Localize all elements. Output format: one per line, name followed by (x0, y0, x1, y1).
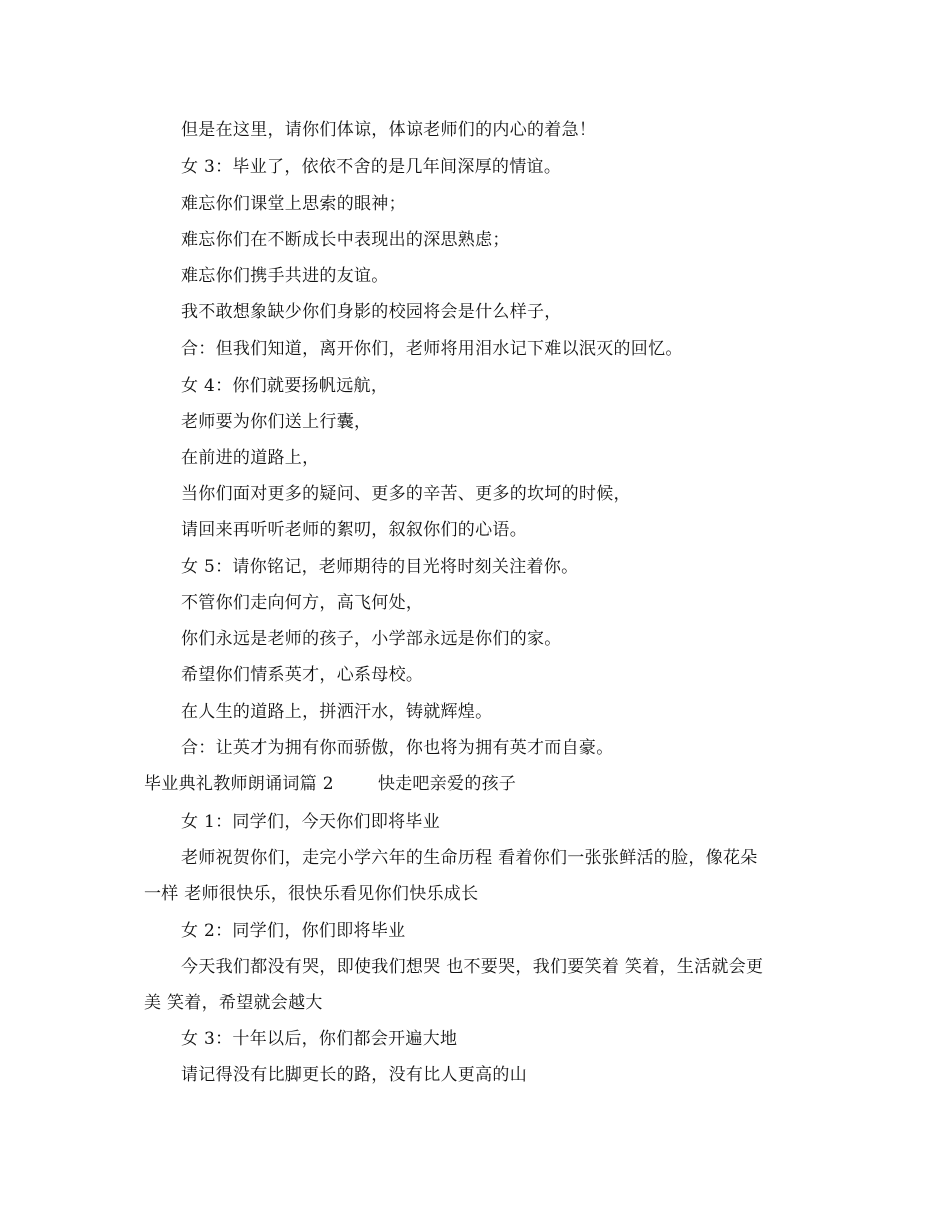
text-line: 难忘你们携手共进的友谊。 (181, 266, 389, 286)
text-line: 一样 老师很快乐，很快乐看见你们快乐成长 (144, 884, 479, 904)
text-line: 在人生的道路上，拼洒汗水，铸就辉煌。 (181, 702, 493, 722)
text-line: 女 3：毕业了，依依不舍的是几年间深厚的情谊。 (181, 157, 562, 177)
text-line: 女 4：你们就要扬帆远航， (181, 376, 389, 396)
text-line: 女 3：十年以后，你们都会开遍大地 (181, 1029, 458, 1049)
text-line: 老师要为你们送上行囊， (181, 412, 372, 432)
text-line: 合：但我们知道，离开你们，老师将用泪水记下难以泯灭的回忆。 (181, 339, 683, 359)
text-line: 美 笑着，希望就会越大 (144, 993, 323, 1013)
text-line: 女 2：同学们，你们即将毕业 (181, 921, 406, 941)
text-line: 在前进的道路上， (181, 448, 320, 468)
text-line: 希望你们情系英才，心系母校。 (181, 665, 424, 685)
text-line: 但是在这里，请你们体谅，体谅老师们的内心的着急！ (181, 120, 597, 140)
section-title: 毕业典礼教师朗诵词篇 2 (144, 774, 334, 794)
text-line: 你们永远是老师的孩子，小学部永远是你们的家。 (181, 629, 562, 649)
text-line: 不管你们走向何方，高飞何处， (181, 593, 424, 613)
section-heading (144, 772, 516, 796)
section-subtitle: 快走吧亲爱的孩子 (377, 774, 517, 794)
text-line: 当你们面对更多的疑问、更多的辛苦、更多的坎坷的时候， (181, 484, 631, 504)
text-line: 女 1：同学们，今天你们即将毕业 (181, 812, 441, 832)
text-line: 合：让英才为拥有你而骄傲，你也将为拥有英才而自豪。 (181, 738, 614, 758)
text-line: 难忘你们课堂上思索的眼神； (181, 194, 406, 214)
text-line: 难忘你们在不断成长中表现出的深思熟虑； (181, 230, 510, 250)
text-line: 我不敢想象缺少你们身影的校园将会是什么样子， (181, 302, 562, 322)
text-line: 老师祝贺你们，走完小学六年的生命历程 看着你们一张张鲜活的脸，像花朵 (181, 848, 758, 868)
text-line: 女 5：请你铭记，老师期待的目光将时刻关注着你。 (181, 557, 579, 577)
text-line: 请回来再听听老师的絮叨，叙叙你们的心语。 (181, 520, 527, 540)
text-line: 请记得没有比脚更长的路，没有比人更高的山 (181, 1065, 527, 1085)
text-line: 今天我们都没有哭，即使我们想哭 也不要哭，我们要笑着 笑着，生活就会更 (181, 957, 764, 977)
